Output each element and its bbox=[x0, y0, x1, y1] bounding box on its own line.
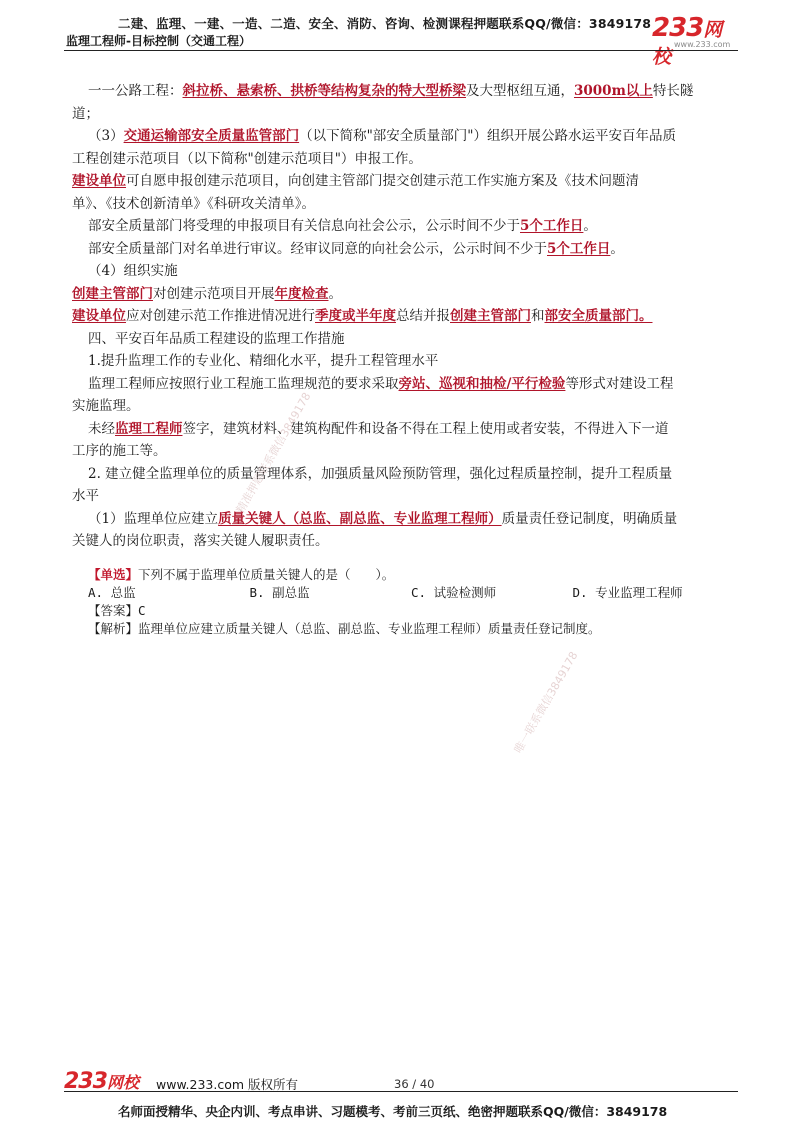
document-title: 监理工程师-目标控制（交通工程） bbox=[66, 34, 251, 48]
page-number: 36 / 40 bbox=[394, 1077, 435, 1091]
text: 关键人的岗位职责，落实关键人履职责任。 bbox=[72, 533, 329, 549]
watermark-1: 精准押题联系微信3849178 bbox=[233, 390, 314, 516]
header-divider bbox=[64, 50, 738, 51]
quiz-question: 下列不属于监理单位质量关键人的是（ ）。 bbox=[138, 567, 395, 582]
text: 签字，建筑材料、建筑构配件和设备不得在工程上使用或者安装，不得进入下一道 bbox=[182, 420, 669, 437]
text: 特长隧 bbox=[652, 83, 694, 99]
text: 1.提升监理工作的专业化、精细化水平，提升工程管理水平 bbox=[88, 353, 439, 369]
watermark-2: 唯一联系微信3849178 bbox=[511, 649, 581, 756]
text: 质量责任登记制度，明确质量 bbox=[501, 510, 678, 527]
text: 。 bbox=[610, 240, 624, 257]
text: 可自愿申报创建示范项目，向创建主管部门提交创建示范工作实施方案及《技术问题清 bbox=[126, 173, 639, 189]
quiz-type-tag: 【单选】 bbox=[88, 567, 139, 582]
subheading-2-cont bbox=[72, 485, 734, 508]
text: （3） bbox=[88, 128, 124, 144]
text: 单》、《技术创新清单》《科研攻关清单》。 bbox=[72, 195, 315, 212]
header-banner: 二建、监理、一建、一造、二造、安全、消防、咨询、检测课程押题联系QQ/微信：3849178 bbox=[118, 16, 652, 31]
footer-divider bbox=[64, 1091, 738, 1092]
text: 工程创建示范项目（以下简称"创建示范项目"）申报工作。 bbox=[72, 150, 422, 167]
paragraph-key-persons bbox=[88, 508, 734, 531]
text: 监理工程师应按照行业工程施工监理规范的要求采取 bbox=[88, 375, 399, 392]
site-logo[interactable] bbox=[652, 13, 736, 68]
paragraph-item-4 bbox=[88, 260, 734, 283]
quiz-options bbox=[88, 584, 734, 602]
paragraph-signature bbox=[88, 418, 734, 441]
text: 等形式对建设工程 bbox=[565, 375, 674, 392]
paragraph-construction-unit bbox=[72, 170, 734, 193]
paragraph-item-3 bbox=[88, 125, 734, 148]
highlight-supervising-engineer: 监理工程师 bbox=[115, 420, 183, 437]
quiz-answer-label: 【答案】 bbox=[88, 603, 139, 618]
highlight-ministry-dept: 交通运输部安全质量监管部门 bbox=[123, 128, 300, 144]
highlight-construction-unit: 建设单位 bbox=[72, 308, 126, 324]
quiz-option-b: B. 副总监 bbox=[249, 585, 310, 600]
text: 对创建示范项目开展 bbox=[153, 285, 275, 302]
text: （1）监理单位应建立 bbox=[88, 510, 219, 527]
highlight-construction-unit: 建设单位 bbox=[72, 173, 126, 189]
highlight-3000m: 3000m以上 bbox=[574, 83, 653, 99]
text: 和 bbox=[531, 308, 545, 324]
paragraph-signature-cont bbox=[72, 440, 734, 463]
highlight-competent-dept: 创建主管部门 bbox=[450, 308, 531, 324]
quiz-block bbox=[88, 566, 734, 638]
text: 一一公路工程： bbox=[88, 83, 183, 99]
text: 2. 建立健全监理单位的质量管理体系，加强质量风险预防管理，强化过程质量控制，提升工程质量 bbox=[88, 465, 673, 482]
quiz-answer-line bbox=[88, 602, 734, 620]
quiz-analysis-label: 【解析】 bbox=[88, 621, 139, 636]
text: （4）组织实施 bbox=[88, 263, 178, 279]
text: 及大型枢纽互通， bbox=[466, 83, 574, 99]
paragraph-supervision-forms bbox=[88, 373, 734, 396]
quiz-analysis-line bbox=[88, 620, 734, 638]
highlight-5-workdays: 5个工作日 bbox=[520, 218, 584, 234]
text: 总结并报 bbox=[396, 308, 450, 324]
highlight-key-persons: 质量关键人（总监、副总监、专业监理工程师） bbox=[218, 510, 502, 527]
text: 。 bbox=[328, 285, 342, 302]
logo-url: www.233.com bbox=[674, 40, 731, 49]
quiz-question-line bbox=[88, 566, 734, 584]
quiz-option-a: A. 总监 bbox=[88, 585, 136, 600]
document-body bbox=[72, 80, 734, 553]
subheading-1 bbox=[88, 350, 734, 373]
highlight-competent-dept: 创建主管部门 bbox=[72, 285, 153, 302]
text: 部安全质量部门将受理的申报项目有关信息向社会公示，公示时间不少于 bbox=[88, 218, 520, 234]
quiz-answer: C bbox=[138, 603, 146, 618]
text: 。 bbox=[583, 218, 597, 234]
text: 道； bbox=[72, 105, 99, 122]
paragraph-quarterly bbox=[72, 305, 734, 328]
quiz-option-c: C. 试验检测师 bbox=[411, 585, 497, 600]
footer-logo-text: 网校 bbox=[106, 1073, 139, 1092]
footer-copyright: www.233.com 版权所有 bbox=[156, 1077, 298, 1092]
text: 四、平安百年品质工程建设的监理工作措施 bbox=[88, 330, 345, 347]
paragraph-publicity-2 bbox=[88, 238, 734, 261]
highlight-quarterly: 季度或半年度 bbox=[315, 308, 396, 324]
highlight-supervision-forms: 旁站、巡视和抽检/平行检验 bbox=[398, 375, 566, 392]
paragraph-highway bbox=[88, 80, 734, 103]
text: 实施监理。 bbox=[72, 398, 140, 414]
subheading-2 bbox=[88, 463, 734, 486]
highlight-ministry-dept: 部安全质量部门。 bbox=[544, 308, 653, 324]
highlight-bridges: 斜拉桥、悬索桥、拱桥等结构复杂的特大型桥梁 bbox=[182, 83, 466, 99]
paragraph-key-persons-cont bbox=[72, 530, 734, 553]
text: 应对创建示范工作推进情况进行 bbox=[126, 308, 315, 324]
footer-banner: 名师面授精华、央企内训、考点串讲、习题模考、考前三页纸、绝密押题联系QQ/微信：3849178 bbox=[118, 1104, 668, 1119]
logo-number: 233 bbox=[652, 13, 704, 43]
paragraph-tunnel-end bbox=[72, 103, 734, 126]
quiz-analysis: 监理单位应建立质量关键人（总监、副总监、专业监理工程师）质量责任登记制度。 bbox=[138, 621, 601, 636]
quiz-option-d: D. 专业监理工程师 bbox=[572, 585, 683, 600]
highlight-5-workdays: 5个工作日 bbox=[547, 240, 611, 257]
paragraph-construction-unit-cont bbox=[72, 193, 734, 216]
text: 部安全质量部门对名单进行审议。经审议同意的向社会公示，公示时间不少于 bbox=[88, 240, 547, 257]
text: 水平 bbox=[72, 488, 99, 504]
logo-text: 网校 bbox=[652, 19, 723, 68]
section-heading-4 bbox=[88, 328, 734, 351]
highlight-annual-check: 年度检查 bbox=[274, 285, 329, 302]
text: 未经 bbox=[88, 420, 115, 437]
paragraph-supervision-forms-cont bbox=[72, 395, 734, 418]
paragraph-item-3-cont bbox=[72, 148, 734, 171]
footer-logo-number: 233 bbox=[64, 1069, 107, 1094]
text: （以下简称"部安全质量部门"）组织开展公路水运平安百年品质 bbox=[299, 128, 677, 144]
paragraph-publicity-1 bbox=[88, 215, 734, 238]
paragraph-annual-check bbox=[72, 283, 734, 306]
text: 工序的施工等。 bbox=[72, 443, 167, 459]
